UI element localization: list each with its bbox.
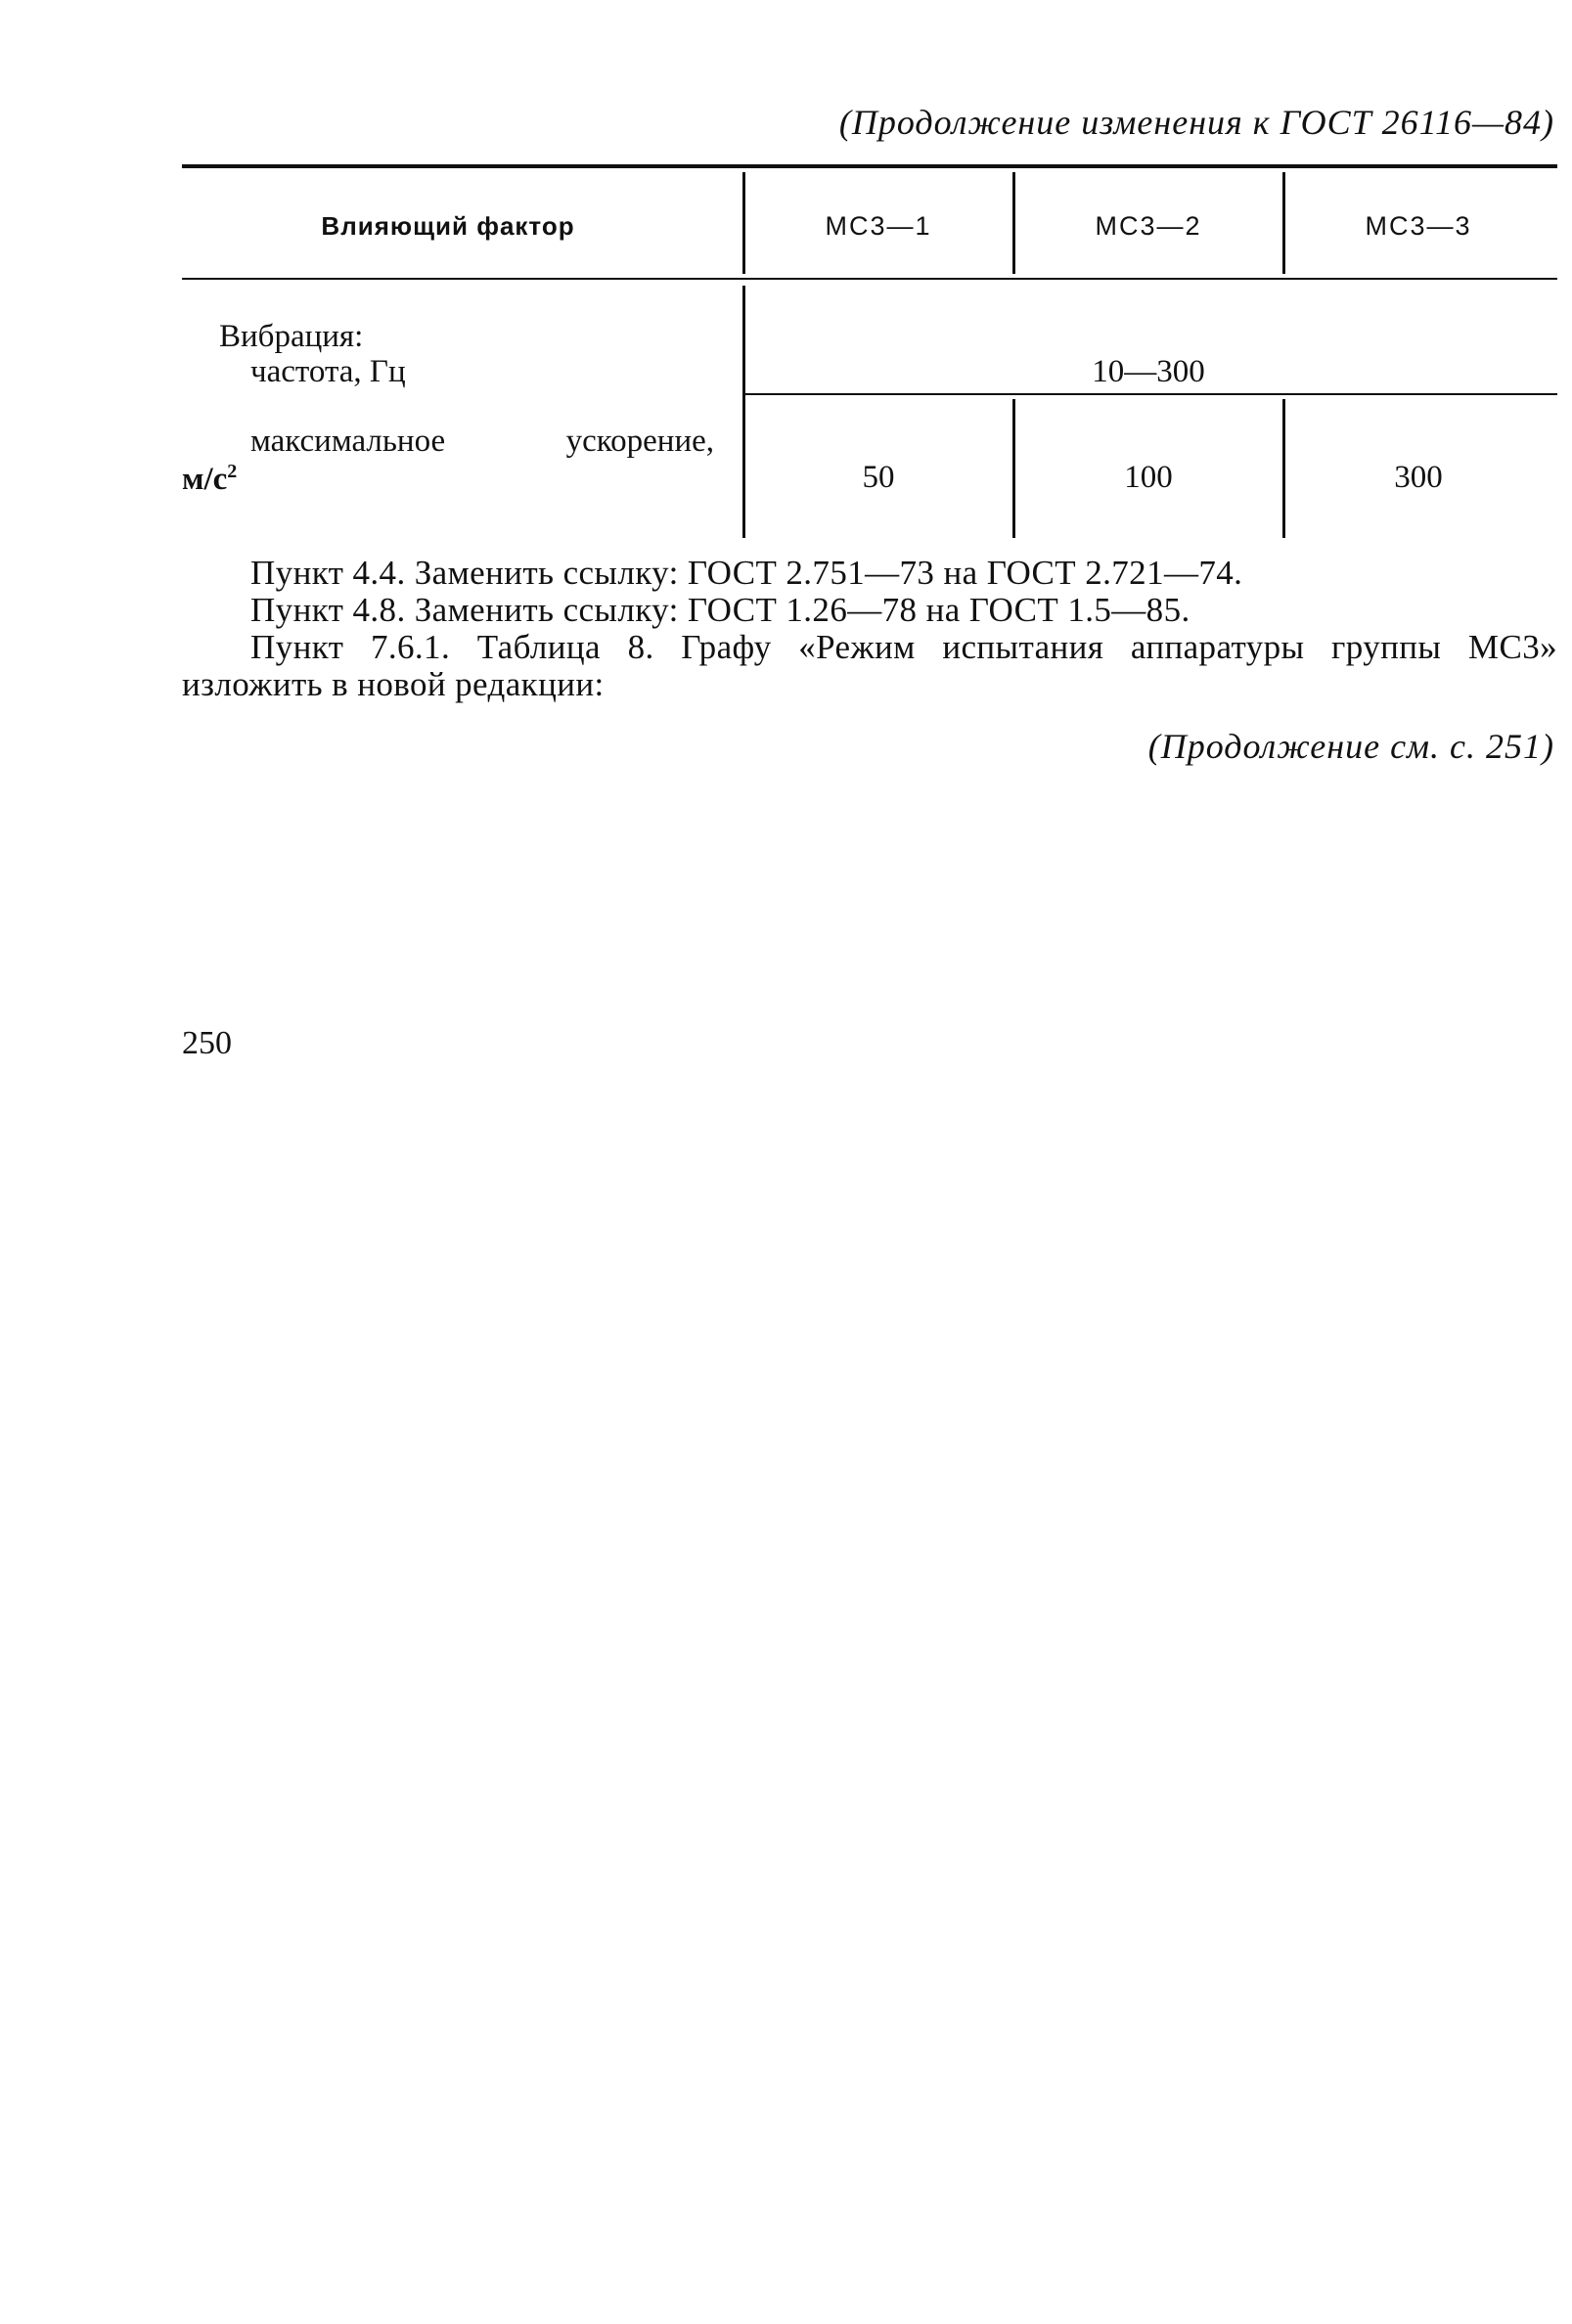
acceleration-value-ms3-2: 100 <box>1124 460 1173 495</box>
acceleration-value-ms3-3: 300 <box>1394 460 1443 495</box>
body-col-divider-1 <box>742 286 745 538</box>
continuation-footer: (Продолжение см. с. 251) <box>1147 727 1554 766</box>
acceleration-value-ms3-1: 50 <box>862 460 895 495</box>
acceleration-label: максимальное ускорение, <box>250 424 714 459</box>
frequency-row-divider <box>743 393 1557 395</box>
frequency-value: 10—300 <box>1092 354 1205 389</box>
header-col-divider-2 <box>1012 172 1015 274</box>
header-col-divider-1 <box>742 172 745 274</box>
continuation-header: (Продолжение изменения к ГОСТ 26116—84) <box>838 103 1554 142</box>
table-header-bottom-rule <box>182 278 1557 280</box>
column-header-ms3-2: МС3—2 <box>1095 211 1202 241</box>
acceleration-unit <box>182 462 237 498</box>
body-col-divider-3 <box>1282 399 1285 538</box>
page-number: 250 <box>182 1025 232 1061</box>
paragraph-4-4: Пункт 4.4. Заменить ссылку: ГОСТ 2.751—73 на ГОСТ 2.721—74. <box>250 554 1243 592</box>
column-header-factor: Влияющий фактор <box>321 211 575 241</box>
acceleration-unit-exponent: 2 <box>227 461 238 482</box>
paragraph-7-6-1-line1: Пункт 7.6.1. Таблица 8. Графу «Режим испытания аппаратуры группы МС3» <box>250 628 1557 666</box>
column-header-ms3-3: МС3—3 <box>1365 211 1472 241</box>
header-col-divider-3 <box>1282 172 1285 274</box>
vibration-label: Вибрация: <box>219 319 364 354</box>
paragraph-4-8: Пункт 4.8. Заменить ссылку: ГОСТ 1.26—78 на ГОСТ 1.5—85. <box>250 591 1190 629</box>
paragraph-7-6-1-line2: изложить в новой редакции: <box>182 665 605 703</box>
column-header-ms3-1: МС3—1 <box>825 211 932 241</box>
acceleration-unit-base: м/с <box>182 462 228 497</box>
table-top-rule <box>182 164 1557 168</box>
frequency-label: частота, Гц <box>250 354 406 389</box>
body-col-divider-2 <box>1012 399 1015 538</box>
